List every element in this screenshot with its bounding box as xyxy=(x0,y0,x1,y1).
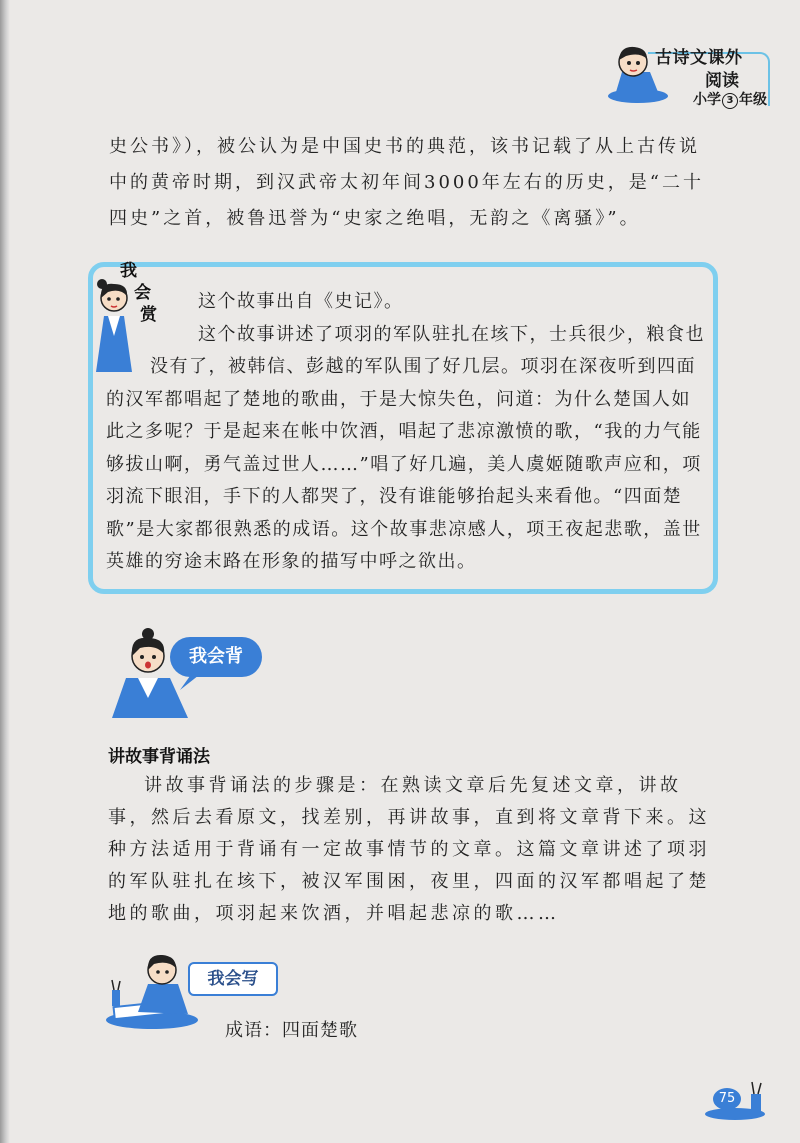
appreciation-label-char-3: 赏 xyxy=(140,305,157,325)
series-title: 古诗文课外 xyxy=(655,48,743,68)
recite-method-title: 讲故事背诵法 xyxy=(108,747,210,767)
idiom-line xyxy=(225,1016,358,1042)
grade-number: 3 xyxy=(722,93,738,109)
appreciation-text xyxy=(106,286,706,579)
appreciation-para-1: 这个故事出自《史记》。 xyxy=(198,291,404,312)
appreciation-para-2-rest: 的汉军都唱起了楚地的歌曲，于是大惊失色，问道：为什么楚国人如此之多呢？于是起来在帐中饮酒，唱起了悲凉激愤的歌，“我的力气能够拔山啊，勇气盖过世人……”唱了好几遍，美人虞姬随歌声应和，项羽流下眼泪，手下的人都哭了，没有谁能够抬起头来看他。“四面楚歌”是大家都很熟悉的成语。这个故事悲凉感人，项王夜起悲歌，盖世英雄的穷途末路在形象的描写中呼之欲出。 xyxy=(106,388,702,572)
write-section-banner: 我会写 xyxy=(188,962,278,996)
book-spine-shadow xyxy=(0,0,10,1143)
appreciation-label-char-1: 我 xyxy=(120,261,137,281)
grade-label xyxy=(693,89,767,109)
page-number: 75 xyxy=(713,1088,741,1110)
appreciation-para-2-line-2: 没有了，被韩信、彭越的军队围了好几层。项羽在深夜听到四面 xyxy=(150,356,696,377)
recite-paragraph: 讲故事背诵法的步骤是：在熟读文章后先复述文章，讲故事，然后去看原文，找差别，再讲故事，直到将文章背下来。这种方法适用于背诵有一定故事情节的文章。这篇文章讲述了项羽的军队驻扎在垓下，被汉军围困，夜里，四面的汉军都唱起了楚地的歌曲，项羽起来饮酒，并唱起悲凉的歌…… xyxy=(108,775,710,924)
grade-prefix: 小学 xyxy=(693,92,721,108)
grade-suffix: 年级 xyxy=(739,92,767,108)
series-subtitle: 阅读 xyxy=(705,71,739,91)
idiom-label: 成语： xyxy=(225,1020,282,1041)
intro-paragraph: 史公书》），被公认为是中国史书的典范，该书记载了从上古传说中的黄帝时期，到汉武帝太初年间3000年左右的历史，是“二十四史”之首，被鲁迅誉为“史家之绝唱，无韵之《离骚》”。 xyxy=(109,136,705,229)
appreciation-para-2-line-1: 这个故事讲述了项羽的军队驻扎在垓下，士兵很少，粮食也 xyxy=(198,323,705,345)
recite-section-pill: 我会背 xyxy=(170,637,262,677)
appreciation-label-char-2: 会 xyxy=(134,283,151,303)
idiom-value: 四面楚歌 xyxy=(282,1020,358,1041)
